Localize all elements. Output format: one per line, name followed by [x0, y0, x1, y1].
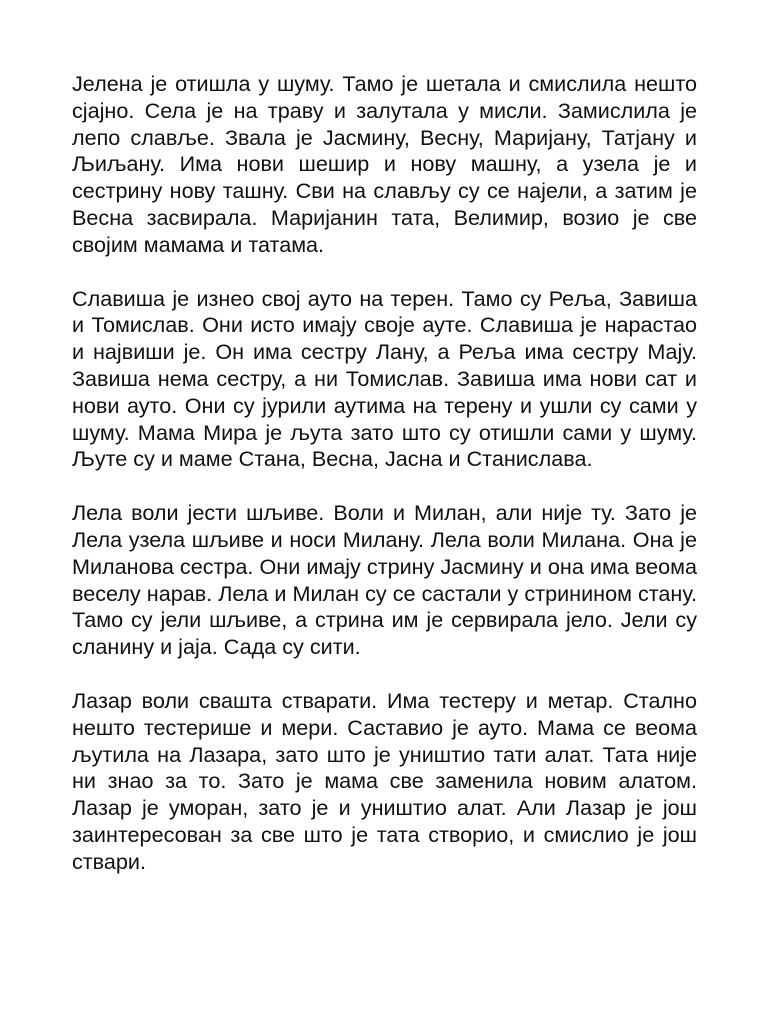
- paragraph-1: Јелена је отишла у шуму. Тамо је шетала и смислила нешто сјајно. Села је на траву и залутала у мисли. Замислила је лепо славље. Звала је Јасмину, Весну, Маријану, Татјану и Љиљану. Има нови шешир и нову машну, а узела је и сестрину нову ташну. Сви на слављу су се најели, а затим је Весна засвирала. Маријанин тата, Велимир, возио је све својим мамама и татама.: [72, 71, 697, 257]
- paragraph-2: Славиша је изнео свој ауто на терен. Тамо су Рељa, Завиша и Томислав. Они исто имају своје ауте. Славиша је нарастао и највиши је. Он има сестру Лану, а Реља има сестру Мају. Завиша нема сестру, а ни Томислав. Завиша има нови сат и нови ауто. Они су јурили аутима на терену и ушли су сами у шуму. Мама Мира је љута зато што су отишли сами у шуму. Љуте су и маме Стана, Весна, Јасна и Станислава.: [72, 285, 697, 472]
- paragraph-3: Лела воли јести шљиве. Воли и Милан, али није ту. Зато је Лела узела шљиве и носи Милану. Лела воли Милана. Она је Миланова сестра. Они имају стрину Јасмину и она има веома веселу нарав. Лела и Милан су се састали у стрининoм стану. Тамо су јели шљиве, а стрина им је сервирала јело. Јели су сланину и јаја. Сада су сити.: [72, 500, 697, 660]
- document-page: [72, 71, 697, 903]
- paragraph-4: Лазар воли свашта стварати. Има тестеру и метар. Стално нешто тестерише и мери. Саставио је ауто. Мама се веома љутила на Лазара, зато што је уништио тати алат. Тата није ни знао за то. Зато је мама све заменила новим алатом. Лазар је уморан, зато је и уништио алат. Али Лазар је још заинтересован за све што је тата створио, и смислио је још ствари.: [72, 687, 697, 874]
